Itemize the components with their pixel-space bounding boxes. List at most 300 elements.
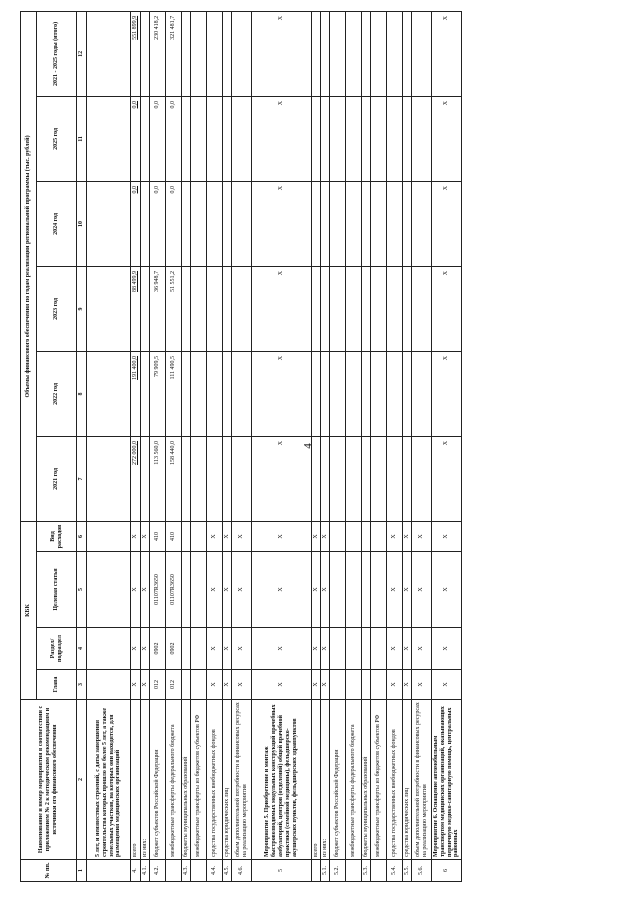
cell-year-value xyxy=(191,351,207,436)
cell-glava: X xyxy=(412,670,432,700)
row-name: из них: xyxy=(141,700,150,860)
cell-year-value xyxy=(207,181,223,266)
cell-year-value xyxy=(312,351,321,436)
table-row xyxy=(346,11,362,881)
cell-year-value xyxy=(312,436,321,521)
table-row xyxy=(403,11,412,881)
cell-glava: X xyxy=(131,670,141,700)
cell-razdel: 0902 xyxy=(166,628,182,670)
table-row xyxy=(150,11,166,881)
table-row xyxy=(362,11,371,881)
cell-statya xyxy=(362,552,371,628)
cell-year-value: 191 400,0 xyxy=(131,351,141,436)
cell-year-value xyxy=(330,181,346,266)
cell-razdel xyxy=(87,628,131,670)
cell-year-value xyxy=(207,96,223,181)
cell-year-value xyxy=(346,11,362,96)
cell-vid: X xyxy=(141,521,150,551)
row-name: межбюджетные трансферты из бюджетов субъектов РФ xyxy=(191,700,207,860)
col-number: 4 xyxy=(77,628,87,670)
cell-year-value: X xyxy=(432,181,462,266)
cell-statya xyxy=(330,552,346,628)
cell-year-value xyxy=(232,351,252,436)
cell-vid: X xyxy=(432,521,462,551)
cell-glava xyxy=(191,670,207,700)
cell-year-value xyxy=(371,11,387,96)
cell-year-value xyxy=(232,266,252,351)
cell-year-value xyxy=(403,96,412,181)
cell-year-value xyxy=(182,181,191,266)
cell-year-value xyxy=(223,266,232,351)
cell-year-value xyxy=(387,436,403,521)
cell-vid: X xyxy=(403,521,412,551)
header-year-2022: 2022 год xyxy=(37,351,77,436)
cell-year-value xyxy=(371,351,387,436)
cell-statya xyxy=(191,552,207,628)
cell-razdel: X xyxy=(141,628,150,670)
cell-year-value xyxy=(403,436,412,521)
cell-razdel: X xyxy=(321,628,330,670)
cell-year-value: 230 418,2 xyxy=(150,11,166,96)
cell-vid: X xyxy=(312,521,321,551)
cell-year-value xyxy=(87,436,131,521)
cell-year-value xyxy=(371,96,387,181)
cell-statya: X xyxy=(141,552,150,628)
cell-razdel xyxy=(362,628,371,670)
cell-statya: 01107R3650 xyxy=(150,552,166,628)
row-number: 4.3. xyxy=(182,860,191,882)
cell-year-value: 0,0 xyxy=(166,96,182,181)
cell-statya: X xyxy=(321,552,330,628)
row-number: 6 xyxy=(432,860,462,882)
row-name: объем дополнительной потребности в финансовых ресурсах на реализацию мероприятия xyxy=(412,700,432,860)
cell-year-value xyxy=(387,351,403,436)
cell-vid xyxy=(362,521,371,551)
cell-year-value xyxy=(207,11,223,96)
row-number: 5.4. xyxy=(387,860,403,882)
cell-vid: X xyxy=(252,521,312,551)
cell-glava: X xyxy=(141,670,150,700)
cell-glava: X xyxy=(432,670,462,700)
col-number: 10 xyxy=(77,181,87,266)
cell-year-value xyxy=(371,181,387,266)
cell-vid xyxy=(87,521,131,551)
row-name: всего xyxy=(131,700,141,860)
cell-razdel: X xyxy=(387,628,403,670)
row-number: 5.1. xyxy=(321,860,330,882)
cell-year-value xyxy=(362,96,371,181)
cell-year-value: 551 899,9 xyxy=(131,11,141,96)
cell-year-value xyxy=(330,266,346,351)
cell-year-value xyxy=(191,96,207,181)
cell-year-value xyxy=(232,96,252,181)
cell-year-value xyxy=(87,181,131,266)
cell-year-value xyxy=(387,96,403,181)
cell-year-value: 0,0 xyxy=(131,181,141,266)
cell-year-value xyxy=(141,11,150,96)
cell-vid: X xyxy=(131,521,141,551)
table-row xyxy=(387,11,403,881)
cell-statya: X xyxy=(207,552,223,628)
col-number: 8 xyxy=(77,351,87,436)
header-kbk: КБК xyxy=(21,521,37,699)
table-row xyxy=(182,11,191,881)
row-name: бюджеты муниципальных образований xyxy=(182,700,191,860)
cell-year-value: 158 440,0 xyxy=(166,436,182,521)
cell-glava xyxy=(371,670,387,700)
cell-year-value xyxy=(141,266,150,351)
col-number: 9 xyxy=(77,266,87,351)
table-row xyxy=(141,11,150,881)
cell-year-value: X xyxy=(252,436,312,521)
header-year-2021: 2021 год xyxy=(37,436,77,521)
cell-year-value xyxy=(87,351,131,436)
row-number: 4.2. xyxy=(150,860,166,882)
cell-statya xyxy=(87,552,131,628)
cell-year-value xyxy=(232,11,252,96)
cell-vid xyxy=(330,521,346,551)
header-year-2024: 2024 год xyxy=(37,181,77,266)
table-row xyxy=(252,11,312,881)
row-name: средства юридических лиц xyxy=(223,700,232,860)
cell-year-value xyxy=(232,436,252,521)
table-row xyxy=(87,11,131,881)
cell-year-value xyxy=(321,11,330,96)
cell-year-value: X xyxy=(252,351,312,436)
cell-year-value xyxy=(141,351,150,436)
cell-year-value: X xyxy=(432,266,462,351)
row-number xyxy=(312,860,321,882)
cell-vid: 410 xyxy=(150,521,166,551)
cell-year-value xyxy=(182,436,191,521)
cell-year-value xyxy=(362,266,371,351)
cell-year-value xyxy=(330,351,346,436)
cell-razdel: X xyxy=(312,628,321,670)
cell-year-value xyxy=(362,11,371,96)
cell-year-value xyxy=(362,181,371,266)
cell-year-value xyxy=(191,436,207,521)
cell-statya xyxy=(182,552,191,628)
cell-statya: X xyxy=(387,552,403,628)
financing-table xyxy=(20,11,462,882)
table-row xyxy=(232,11,252,881)
cell-year-value: 88 499,9 xyxy=(131,266,141,351)
cell-year-value: 321 481,7 xyxy=(166,11,182,96)
cell-year-value xyxy=(412,436,432,521)
cell-year-value xyxy=(182,96,191,181)
row-number xyxy=(191,860,207,882)
row-name: средства государственных внебюджетных фондов xyxy=(207,700,223,860)
cell-vid xyxy=(182,521,191,551)
cell-year-value: 36 948,7 xyxy=(150,266,166,351)
table-row xyxy=(131,11,141,881)
row-name: бюджет субъектов Российской Федерации xyxy=(150,700,166,860)
table-row xyxy=(312,11,321,881)
row-number xyxy=(87,860,131,882)
col-number: 11 xyxy=(77,96,87,181)
cell-razdel xyxy=(330,628,346,670)
cell-year-value: 272 000,0 xyxy=(131,436,141,521)
col-number: 12 xyxy=(77,11,87,96)
cell-year-value: 51 551,2 xyxy=(166,266,182,351)
table-row xyxy=(330,11,346,881)
col-number: 6 xyxy=(77,521,87,551)
cell-year-value xyxy=(346,436,362,521)
cell-year-value xyxy=(387,181,403,266)
page-number: 4 xyxy=(301,443,314,449)
cell-year-value: X xyxy=(252,96,312,181)
cell-year-value xyxy=(362,436,371,521)
cell-year-value xyxy=(412,266,432,351)
row-name: межбюджетные трансферты из бюджетов субъектов РФ xyxy=(371,700,387,860)
row-number: 4.1. xyxy=(141,860,150,882)
row-name: межбюджетные трансферты федерального бюджета xyxy=(346,700,362,860)
cell-statya: 01107R3650 xyxy=(166,552,182,628)
col-number: 2 xyxy=(77,700,87,860)
cell-year-value xyxy=(223,436,232,521)
cell-vid xyxy=(371,521,387,551)
cell-statya: X xyxy=(252,552,312,628)
cell-glava: X xyxy=(252,670,312,700)
cell-year-value: X xyxy=(252,11,312,96)
cell-year-value xyxy=(312,96,321,181)
cell-razdel xyxy=(371,628,387,670)
cell-vid: X xyxy=(387,521,403,551)
cell-year-value xyxy=(141,96,150,181)
cell-year-value: X xyxy=(252,181,312,266)
cell-vid: X xyxy=(223,521,232,551)
cell-year-value xyxy=(207,266,223,351)
cell-glava: X xyxy=(232,670,252,700)
cell-glava: 012 xyxy=(150,670,166,700)
row-name: объем дополнительной потребности в финансовых ресурсах на реализацию мероприятия xyxy=(232,700,252,860)
cell-statya xyxy=(371,552,387,628)
table-row xyxy=(371,11,387,881)
table-row xyxy=(432,11,462,881)
cell-year-value xyxy=(312,181,321,266)
cell-glava xyxy=(87,670,131,700)
cell-year-value xyxy=(412,11,432,96)
cell-year-value xyxy=(371,436,387,521)
row-number: 5.6. xyxy=(412,860,432,882)
cell-year-value xyxy=(207,351,223,436)
cell-year-value xyxy=(191,181,207,266)
header-num: № пп. xyxy=(21,860,77,882)
cell-vid: X xyxy=(412,521,432,551)
table-row xyxy=(321,11,330,881)
header-year-2023: 2023 год xyxy=(37,266,77,351)
cell-year-value xyxy=(403,351,412,436)
cell-razdel: X xyxy=(223,628,232,670)
cell-year-value xyxy=(87,96,131,181)
header-glava: Глава xyxy=(37,670,77,700)
table-body xyxy=(87,11,462,881)
cell-razdel: X xyxy=(403,628,412,670)
cell-year-value xyxy=(403,11,412,96)
cell-statya: X xyxy=(312,552,321,628)
cell-glava: X xyxy=(223,670,232,700)
cell-year-value xyxy=(223,351,232,436)
cell-year-value xyxy=(330,96,346,181)
cell-statya xyxy=(346,552,362,628)
cell-year-value xyxy=(346,181,362,266)
row-name: Мероприятие 6. Оснащение автомобильным транспортом медицинских организаций, оказывающих первичную медико-санитарную помощь, центральных районных xyxy=(432,700,462,860)
row-number: 5 xyxy=(252,860,312,882)
cell-year-value xyxy=(182,266,191,351)
cell-year-value xyxy=(223,181,232,266)
cell-year-value: X xyxy=(252,266,312,351)
cell-vid: 410 xyxy=(166,521,182,551)
row-name: 5 лет, и неизвестных строений, с даты завершения строительства которых прошло не более 5 лет, а также земельных участков, на которых они находятся, для размещения медицинских организаций xyxy=(87,700,131,860)
cell-glava: X xyxy=(312,670,321,700)
cell-statya: X xyxy=(131,552,141,628)
cell-statya: X xyxy=(232,552,252,628)
cell-year-value xyxy=(207,436,223,521)
cell-year-value xyxy=(346,96,362,181)
cell-year-value: X xyxy=(432,11,462,96)
header-razdel: Раздел/ подраздел xyxy=(37,628,77,670)
cell-glava: X xyxy=(387,670,403,700)
cell-vid xyxy=(346,521,362,551)
row-number: 4.6. xyxy=(232,860,252,882)
cell-year-value xyxy=(387,266,403,351)
cell-year-value: X xyxy=(432,351,462,436)
cell-year-value: 79 909,5 xyxy=(150,351,166,436)
cell-glava xyxy=(330,670,346,700)
cell-year-value xyxy=(330,11,346,96)
header-vid: Вид расходов xyxy=(37,521,77,551)
cell-year-value xyxy=(412,96,432,181)
row-name: средства государственных внебюджетных фондов xyxy=(387,700,403,860)
row-number: 5.3. xyxy=(362,860,371,882)
cell-glava: X xyxy=(321,670,330,700)
header-statya: Целевая статья xyxy=(37,552,77,628)
cell-year-value xyxy=(312,11,321,96)
cell-year-value: 113 560,0 xyxy=(150,436,166,521)
cell-year-value xyxy=(362,351,371,436)
cell-year-value xyxy=(191,266,207,351)
row-number xyxy=(166,860,182,882)
cell-vid: X xyxy=(232,521,252,551)
cell-vid xyxy=(191,521,207,551)
header-year-total: 2021 - 2025 годы (итого) xyxy=(37,11,77,96)
table-row xyxy=(166,11,182,881)
cell-glava: 012 xyxy=(166,670,182,700)
cell-razdel: X xyxy=(432,628,462,670)
row-number: 5.2. xyxy=(330,860,346,882)
cell-year-value xyxy=(321,351,330,436)
cell-year-value: X xyxy=(432,96,462,181)
header-year-2025: 2025 год xyxy=(37,96,77,181)
cell-year-value: 0,0 xyxy=(131,96,141,181)
cell-razdel: 0902 xyxy=(150,628,166,670)
cell-year-value: 0,0 xyxy=(150,181,166,266)
col-number: 7 xyxy=(77,436,87,521)
cell-glava: X xyxy=(403,670,412,700)
cell-year-value xyxy=(223,96,232,181)
cell-year-value xyxy=(223,11,232,96)
cell-razdel: X xyxy=(412,628,432,670)
cell-razdel xyxy=(346,628,362,670)
row-name: бюджет субъектов Российской Федерации xyxy=(330,700,346,860)
table-row xyxy=(191,11,207,881)
cell-year-value xyxy=(321,181,330,266)
col-number: 3 xyxy=(77,670,87,700)
row-number xyxy=(346,860,362,882)
cell-glava xyxy=(362,670,371,700)
cell-year-value xyxy=(403,181,412,266)
cell-statya: X xyxy=(223,552,232,628)
cell-year-value xyxy=(141,436,150,521)
cell-year-value xyxy=(403,266,412,351)
cell-year-value xyxy=(141,181,150,266)
table-row xyxy=(207,11,223,881)
row-number: 4.5. xyxy=(223,860,232,882)
col-number: 5 xyxy=(77,552,87,628)
cell-year-value xyxy=(330,436,346,521)
cell-year-value xyxy=(346,266,362,351)
rotated-page xyxy=(20,12,610,882)
cell-year-value xyxy=(87,11,131,96)
cell-year-value xyxy=(191,11,207,96)
row-name: межбюджетные трансферты федерального бюджета xyxy=(166,700,182,860)
cell-year-value xyxy=(346,351,362,436)
row-name: средства юридических лиц xyxy=(403,700,412,860)
cell-year-value xyxy=(412,181,432,266)
row-number xyxy=(371,860,387,882)
cell-year-value xyxy=(232,181,252,266)
cell-year-value xyxy=(321,266,330,351)
header-name: Наименование и номер мероприятия в соответствии с приложением № 2 к методическим рекомендациям и источники его финансового обеспечения xyxy=(21,700,77,860)
cell-razdel: X xyxy=(252,628,312,670)
cell-year-value xyxy=(182,351,191,436)
cell-statya: X xyxy=(412,552,432,628)
table-row xyxy=(223,11,232,881)
cell-year-value xyxy=(321,436,330,521)
cell-razdel: X xyxy=(207,628,223,670)
row-name: из них: xyxy=(321,700,330,860)
column-number-row xyxy=(77,11,87,881)
cell-statya: X xyxy=(432,552,462,628)
col-number: 1 xyxy=(77,860,87,882)
table-row xyxy=(412,11,432,881)
cell-year-value xyxy=(371,266,387,351)
cell-razdel: X xyxy=(131,628,141,670)
cell-statya: X xyxy=(403,552,412,628)
cell-razdel xyxy=(191,628,207,670)
cell-vid: X xyxy=(321,521,330,551)
row-name: Мероприятие 5. Приобретение и монтаж быстровозводимых модульных конструкций врачебных амбулаторий, центров (отделений) общей врачебной практики (семейной медицины), фельдшерско-акушерских пунктов, фельдшерских здравпунктов xyxy=(252,700,312,860)
cell-year-value: 0,0 xyxy=(150,96,166,181)
cell-year-value: 0,0 xyxy=(166,181,182,266)
cell-glava: X xyxy=(207,670,223,700)
row-name: всего xyxy=(312,700,321,860)
cell-glava xyxy=(346,670,362,700)
cell-year-value xyxy=(321,96,330,181)
row-name: бюджеты муниципальных образований xyxy=(362,700,371,860)
cell-razdel xyxy=(182,628,191,670)
row-number: 4.4. xyxy=(207,860,223,882)
cell-year-value: 111 490,5 xyxy=(166,351,182,436)
cell-vid: X xyxy=(207,521,223,551)
cell-year-value xyxy=(412,351,432,436)
row-number: 5.5. xyxy=(403,860,412,882)
cell-year-value xyxy=(182,11,191,96)
cell-razdel: X xyxy=(232,628,252,670)
header-volumes: Объемы финансового обеспечения по годам реализации региональной программы (тыс. рублей) xyxy=(21,11,37,521)
row-number: 4. xyxy=(131,860,141,882)
cell-glava xyxy=(182,670,191,700)
